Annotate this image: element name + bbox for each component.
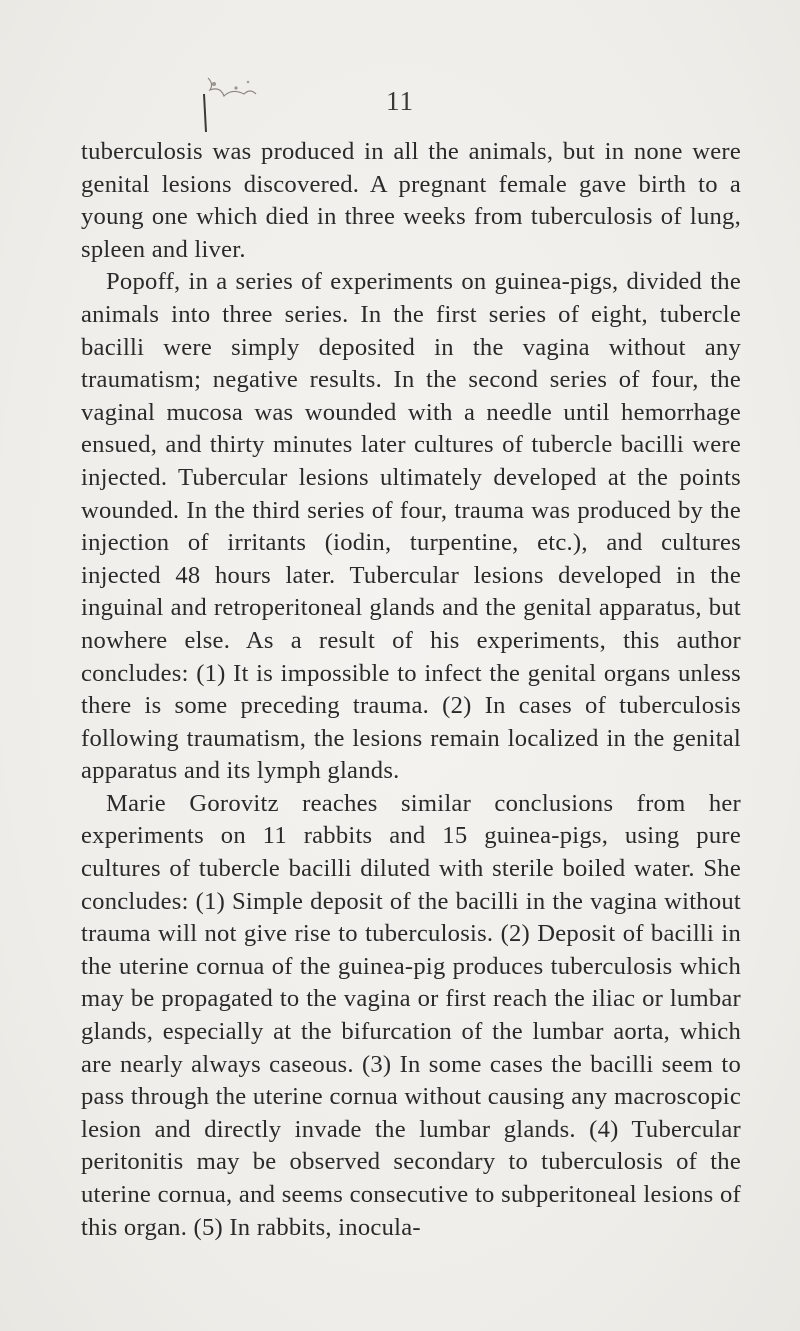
- page-number: 11: [386, 86, 414, 116]
- ink-smudge-mark: [196, 74, 266, 134]
- paragraph-3: Marie Gorovitz reaches similar conclusions from her experiments on 11 rabbits and 15 guinea-pigs, using pure cultures of tubercle bacilli diluted with sterile boiled water. She concludes: (1) Simple deposit of the bacilli in the vagina without trauma will not give rise to tuberculosis. (2) Deposit of bacilli in the uterine cornua of the guinea-pig produces tuberculosis which may be propagated to the vagina or first reach the iliac or lumbar glands, especially at the bifurcation of the lumbar aorta, which are nearly always caseous. (3) In some cases the bacilli seem to pass through the uterine cornua without causing any macroscopic lesion and directly invade the lumbar glands. (4) Tubercular peritonitis may be observed secondary to tuberculosis of the uterine cornua, and seems consecutive to subperitoneal lesions of this organ. (5) In rabbits, inocula-: [81, 789, 741, 1241]
- paragraph-2: Popoff, in a series of experiments on guinea-pigs, divided the animals into three series. In the first series of eight, tubercle bacilli were simply deposited in the vagina without any traumatism; negative results. In the second series of four, the vaginal mucosa was wounded with a needle until hemorrhage ensued, and thirty minutes later cultures of tubercle bacilli were injected. Tubercular lesions ultimately developed at the points wounded. In the third series of four, trauma was produced by the injection of irritants (iodin, turpentine, etc.), and cultures injected 48 hours later. Tubercular lesions developed in the inguinal and retroperitoneal glands and the genital apparatus, but nowhere else. As a result of his experiments, this author concludes: (1) It is impossible to infect the genital organs unless there is some preceding trauma. (2) In cases of tuberculosis following traumatism, the lesions remain localized in the genital apparatus and its lymph glands.: [81, 268, 741, 785]
- paragraph-1: tuberculosis was produced in all the animals, but in none were genital lesions discovered. A pregnant female gave birth to a young one which died in three weeks from tuberculosis of lung, spleen and liver.: [81, 138, 741, 263]
- body-text: [81, 136, 741, 1244]
